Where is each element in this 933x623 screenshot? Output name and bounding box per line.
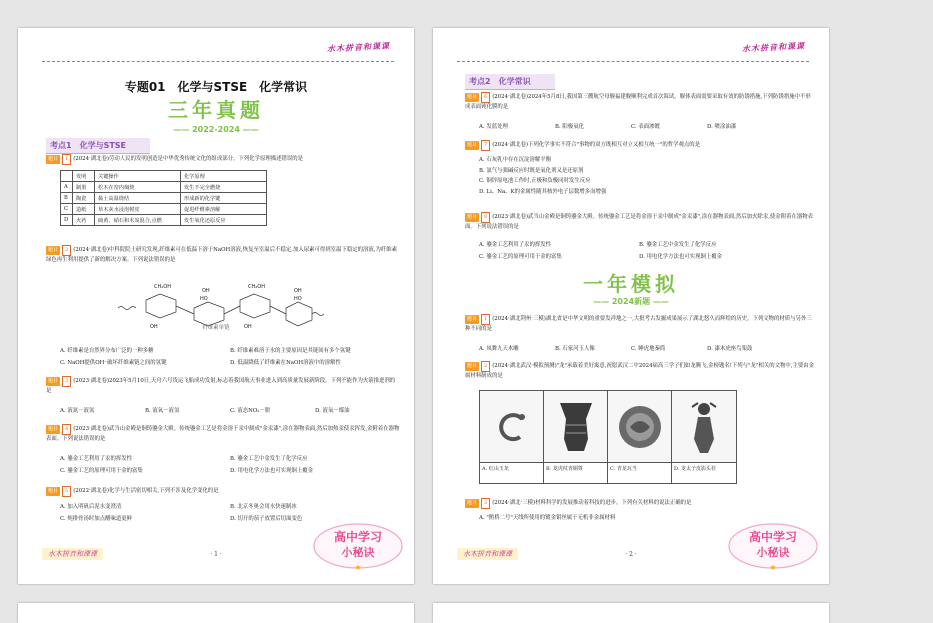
- option-c: C. 液态NO₂－肼: [230, 408, 271, 414]
- question-tag: 题目: [467, 363, 478, 369]
- option-a: A. 发蓝处理: [479, 124, 508, 130]
- option-c: C. 鎏金工艺的原理可用于金的富集: [60, 468, 143, 474]
- cellulose-structure-diagram: [116, 278, 326, 330]
- question-tag: 题目: [467, 214, 478, 220]
- question-number: 6: [481, 92, 490, 103]
- table-cell: 黏土高温烧结: [95, 193, 181, 204]
- question-tag: 题目: [48, 378, 59, 384]
- option-b: B. 石家河玉人像: [555, 346, 595, 352]
- question-9: [465, 314, 815, 333]
- question-number: 1: [62, 154, 71, 165]
- table-cell: 制墨: [73, 182, 95, 193]
- table-row: [61, 182, 267, 193]
- question-text: (2024·湖北卷)下列化学事实不符合"事物的双方既相互对立又相互统一"的哲学观点的是: [492, 142, 701, 148]
- option-b: B. 氯气与强碱反应时既是氧化剂又是还原剂: [479, 167, 584, 174]
- svg-text:OH: OH: [294, 288, 302, 294]
- option-a: A. 加入明矾后泥水变澄清: [60, 504, 122, 510]
- subtitle-text: 2024新题: [611, 297, 651, 306]
- question-3-options: [60, 406, 400, 414]
- header-divider: [42, 61, 394, 62]
- question-2: [46, 245, 400, 264]
- option-b: B. 鎏金工艺中金发生了化学反应: [639, 242, 717, 248]
- document-page-3: [18, 603, 414, 623]
- artifact-d: [672, 391, 736, 483]
- artifact-caption: B. 龙虎纹青铜尊: [546, 466, 583, 472]
- question-3: [46, 376, 400, 395]
- table-cell: 松木在窑内焖烧: [95, 182, 181, 193]
- option-d: D. 切开的茄子放置后切面变色: [230, 516, 303, 522]
- question-tag: 题目: [467, 94, 478, 100]
- question-text: (2024·湖北·三模)材料科学的发展推动着科技的进步。下列有关材料的说法正确的是: [492, 500, 692, 506]
- tile-end-image: [608, 391, 671, 463]
- option-c: C. 铜锌原电池工作时,正极和负极同时发生反应: [479, 178, 591, 184]
- artifact-images: [479, 390, 737, 484]
- bronze-vessel-image: [544, 391, 607, 463]
- option-c: C. 鎏金工艺的原理可用于金的富集: [479, 254, 562, 260]
- header-divider: [457, 61, 809, 62]
- option-a: A. 鎏金工艺利用了汞的挥发性: [479, 242, 552, 248]
- option-a: A. "鹊桥二号"天线所使用的镀金钼丝属于无机非金属材料: [479, 515, 616, 521]
- question-7-options: [479, 156, 815, 196]
- question-tag: 题目: [48, 156, 59, 162]
- table-cell: 促进纤维素溶解: [181, 204, 267, 215]
- table-cell: A: [61, 182, 73, 193]
- question-number: 2: [62, 245, 71, 256]
- table-row: [61, 193, 267, 204]
- question-number: 3: [481, 498, 490, 509]
- document-page-4: [433, 603, 829, 623]
- option-b: B. 北京冬奥会用水快速制冰: [230, 504, 297, 510]
- question-8-options: [479, 240, 815, 260]
- question-text: (2024·湖北卷)2024年5月8日,我国第三艘航空母舰福建舰顺利完成首次海试。舰体表面需要采取有效的防锈措施,下列防锈措施中不形成表面钝化膜的是: [465, 94, 811, 110]
- svg-text:HO: HO: [200, 296, 208, 302]
- jade-dragon-image: [480, 391, 543, 463]
- svg-text:OH: OH: [150, 324, 158, 330]
- question-tag: 题目: [467, 316, 478, 322]
- artifact-caption: D. 龙太子皮影头茬: [674, 466, 717, 472]
- table-cell: 形成新的化学键: [181, 193, 267, 204]
- question-tag: 题目: [467, 142, 478, 148]
- option-a: A. 石灰乳中存在沉淀溶解平衡: [479, 157, 552, 163]
- question-text: (2023·湖北卷)武当山金殿是铜铸鎏金大殿。传统鎏金工艺是将金溶于汞中制成"金汞漆",涂在器物表面,然后加热汞使汞挥发,金附着在器物表面。下列说法错误的是: [46, 426, 400, 442]
- question-2-options: [60, 346, 400, 366]
- star-icon: ★: [769, 563, 777, 572]
- option-d: D. 低温降低了纤维素在NaOH溶液中的溶解性: [230, 360, 341, 366]
- star-icon: ★: [354, 563, 362, 572]
- page-title: 专题01 化学与STSE 化学常识: [124, 80, 308, 94]
- question-text: (2022·湖北卷)化学与生活密切相关,下列不涉及化学变化的是: [73, 488, 219, 494]
- svg-text:CH₂OH: CH₂OH: [248, 284, 265, 290]
- question-9-options: [479, 344, 815, 352]
- question-number: 8: [481, 212, 490, 223]
- footer-brand: 水木拼音和课课: [457, 548, 518, 560]
- page-number: · 2 ·: [625, 551, 637, 558]
- section-heading-1: 考点1 化学与STSE: [46, 138, 150, 154]
- option-c: C. 炖排骨汤时加点醋味道更鲜: [60, 516, 133, 522]
- document-page-1: [18, 28, 414, 584]
- stamp-badge: [725, 520, 821, 572]
- question-number: 7: [481, 140, 490, 151]
- shadow-puppet-image: [672, 391, 736, 463]
- question-6-options: [479, 122, 815, 130]
- question-1: [46, 154, 400, 165]
- stamp-badge: [310, 520, 406, 572]
- table-header-cell: 关键操作: [95, 171, 181, 182]
- header-brand: 水木拼音和课课: [741, 40, 806, 54]
- option-b: B. 鎏金工艺中金发生了化学反应: [230, 456, 308, 462]
- table-cell: D: [61, 215, 73, 226]
- question-1-table: [60, 170, 267, 226]
- option-d: D. 液氧－煤油: [315, 408, 350, 414]
- table-cell: 硫黄、硝石和木炭混合,点燃: [95, 215, 181, 226]
- question-4: [46, 424, 400, 443]
- option-d: D. 漆木虎座鸟架鼓: [707, 346, 753, 352]
- option-b: B. 液氧－液氢: [145, 408, 180, 414]
- table-header-row: [61, 171, 267, 182]
- option-d: D. 喷涂油漆: [707, 124, 737, 130]
- option-d: D. Li、Na、K的金属性随其核外电子层数增多而增强: [479, 188, 607, 195]
- question-7: [465, 140, 815, 151]
- artifact-b: [544, 391, 608, 483]
- section-heading-2: 考点2 化学常识: [465, 74, 555, 90]
- table-row: [61, 215, 267, 226]
- question-tag: 题目: [48, 488, 59, 494]
- subtitle: —— 2022-2024 ——: [173, 125, 259, 134]
- svg-text:CH₂OH: CH₂OH: [154, 284, 171, 290]
- subtitle-text: 2022-2024: [192, 125, 240, 134]
- svg-text:OH: OH: [244, 324, 252, 330]
- question-number: 4: [62, 424, 71, 435]
- footer-brand: 水木拼音和课课: [42, 548, 103, 560]
- artifact-a: [480, 391, 544, 483]
- option-d: D. 用电化学方法也可实现铜上覆金: [230, 468, 314, 474]
- question-6: [465, 92, 815, 111]
- artifact-caption: A. 红山玉龙: [482, 466, 509, 472]
- question-text: (2023·湖北卷)武当山金殿是铜铸鎏金大殿。传统鎏金工艺是将金溶于汞中制成"金汞漆",涂在器物表面,然后加火除汞,使金附着在器物表面。下列说法错误的是: [465, 214, 814, 230]
- option-c: C. 表面渗镀: [631, 124, 660, 130]
- big-title: 一年模拟: [583, 272, 679, 296]
- question-number: 5: [62, 486, 71, 497]
- question-tag: 题目: [467, 500, 478, 506]
- question-5: [46, 486, 400, 497]
- stamp-line-2: 小秘诀: [756, 546, 790, 559]
- option-b: B. 阳极氧化: [555, 124, 584, 130]
- artifact-caption: C. 青龙瓦当: [610, 466, 637, 472]
- question-number: 3: [62, 376, 71, 387]
- table-cell: 草木灰水浸泡树皮: [95, 204, 181, 215]
- table-cell: 陶瓷: [73, 193, 95, 204]
- header-brand: 水木拼音和课课: [326, 40, 391, 54]
- table-header-cell: 发明: [73, 171, 95, 182]
- table-cell: 造纸: [73, 204, 95, 215]
- table-cell: C: [61, 204, 73, 215]
- question-tag: 题目: [48, 426, 59, 432]
- question-tag: 题目: [48, 247, 59, 253]
- question-text: (2024·湖北卷)中科院院士研究发现,纤维素可在低温下溶于NaOH溶液,恢复至室温后不稳定,加入尿素可得到室温下稳定的溶液,为纤维素绿色再生利用提供了新的解决方案。下列说法错误的是: [46, 247, 398, 263]
- page-number: · 1 ·: [210, 551, 222, 558]
- question-text: (2023·湖北卷)2023年5月10日,天舟六号货运飞船成功发射,标志着我国航天事业进入到高质量发展新阶段。下列不能作为火箭推进剂的是: [46, 378, 396, 394]
- table-header-cell: [61, 171, 73, 182]
- question-number: 1: [481, 314, 490, 325]
- stamp-line-2: 小秘诀: [341, 546, 375, 559]
- artifact-c: [608, 391, 672, 483]
- question-text: (2024·湖北武汉·模拟预测)"龙"承载着美好寓意,祝愿武汉二中2024届高三学子们如龙腾飞,金榜题名!下列与"龙"相关的文物中,主要由金属材料制成的是: [465, 363, 815, 379]
- table-cell: 发生不完全燃烧: [181, 182, 267, 193]
- option-b: B. 纤维素难溶于水的主要原因是其链间有多个氢键: [230, 348, 351, 354]
- table-row: [61, 204, 267, 215]
- table-header-cell: 化学原理: [181, 171, 267, 182]
- table-cell: 火药: [73, 215, 95, 226]
- stamp-line-1: 高中学习: [333, 530, 382, 544]
- big-title: 三年真题: [168, 98, 264, 122]
- question-text: (2024·湖北荆州·三模)湖北省是中华文明的重要发祥地之一,大批考古发掘成果展示了湖北悠久而辉煌的历史。下列文物的材质与另外三种不同的是: [465, 316, 812, 332]
- question-10: [465, 361, 815, 380]
- question-number: 2: [481, 361, 490, 372]
- option-a: A. 纤维素是自然界分布广泛的一种多糖: [60, 348, 154, 354]
- option-d: D. 用电化学方法也可实现铜上覆金: [639, 254, 723, 260]
- option-a: A. 液氮－液氢: [60, 408, 95, 414]
- stamp-line-1: 高中学习: [748, 530, 797, 544]
- svg-text:OH: OH: [202, 288, 210, 294]
- question-11: [465, 498, 815, 509]
- option-c: C. NaOH提供OH⁻破坏纤维素链之间的氢键: [60, 360, 167, 366]
- table-cell: B: [61, 193, 73, 204]
- subtitle: —— 2024新题 ——: [593, 297, 669, 306]
- option-c: C. 睡虎地秦简: [631, 346, 666, 352]
- option-a: A. 鎏金工艺利用了汞的挥发性: [60, 456, 133, 462]
- question-text: (2024·湖北卷)劳动人民的发明创造是中华优秀传统文化的组成部分。下列化学原理描述错误的是: [73, 156, 304, 162]
- option-a: A. 凤舞九天木雕: [479, 346, 519, 352]
- table-cell: 发生氧化还原反应: [181, 215, 267, 226]
- question-4-options: [60, 454, 400, 474]
- svg-text:HO: HO: [294, 296, 302, 302]
- document-page-2: [433, 28, 829, 584]
- diagram-caption: 纤维素单链: [202, 325, 230, 331]
- question-5-options: [60, 502, 400, 522]
- question-8: [465, 212, 815, 231]
